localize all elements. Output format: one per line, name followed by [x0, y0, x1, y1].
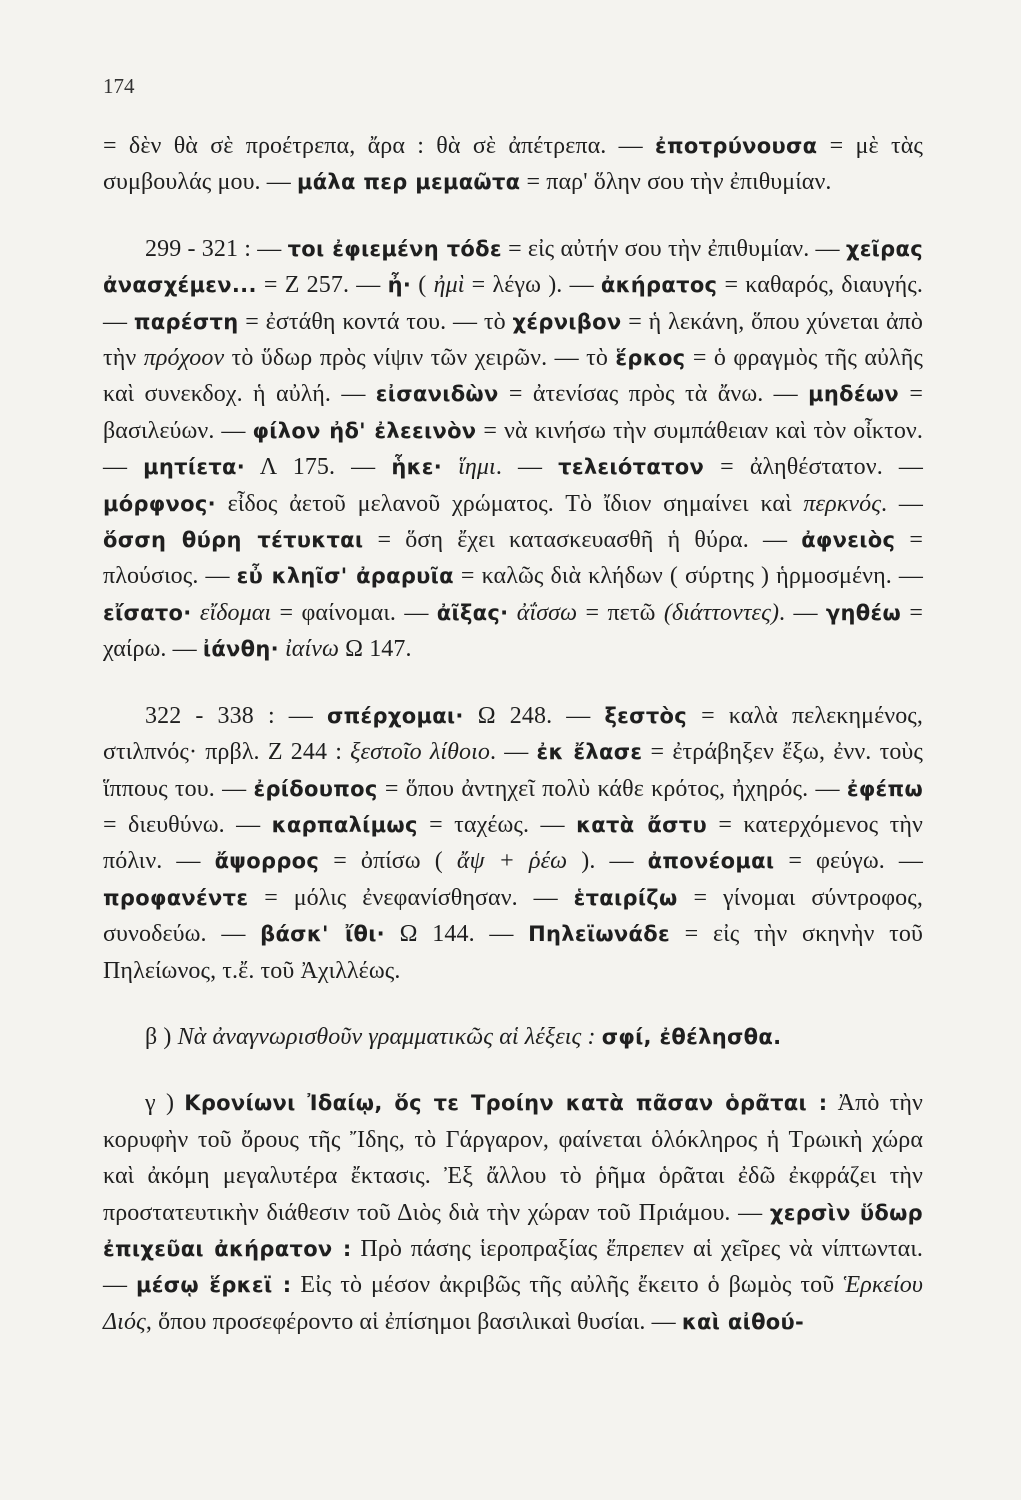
paragraph-continuation: = δὲν θὰ σὲ προέτρεπα, ἄρα : θὰ σὲ ἀπέτρεπα. — ἐποτρύνουσα = μὲ τὰς συμβουλάς μου. — μάλα περ μεμαῶτα = παρ' ὅλην σου τὴν ἐπιθυμίαν. — [103, 133, 923, 196]
paragraph-gamma: γ ) Κρονίωνι Ἰδαίῳ, ὅς τε Τροίην κατὰ πᾶσαν ὁρᾶται : Ἀπὸ τὴν κορυφὴν τοῦ ὄρους τῆς Ἴδης, τὸ Γάργαρον, φαίνεται ὁλόκληρος ἡ Τρωικὴ χώρα καὶ ἀκόμη μεγαλυτέρα ἔκτασις. Ἐξ ἄλλου τὸ ῥῆμα ὁρᾶται ἐδῶ ἐκφράζει τὴν προστατευτικὴν διάθεσιν τοῦ Διὸς διὰ τὴν χώραν τοῦ Πριάμου. — χερσὶν ὕδωρ ἐπιχεῦαι ἀκήρατον : Πρὸ πάσης ἱεροπραξίας ἔπρεπεν αἱ χεῖρες νὰ νίπτωνται. — μέσῳ ἕρκεϊ : Εἰς τὸ μέσον ἀκριβῶς τῆς αὐλῆς ἔκειτο ὁ βωμὸς τοῦ Ἑρκείου Διός, ὅπου προσεφέροντο αἱ ἐπίσημοι βασιλικαὶ θυσίαι. — καὶ αἰθού- — [103, 1090, 924, 1335]
paragraph-verses-299-321: 299 - 321 : — τοι ἐφιεμένη τόδε = εἰς αὐτήν σου τὴν ἐπιθυμίαν. — χεῖρας ἀνασχέμεν... = Ζ 257. — ἦ· ( ἠμὶ = λέγω ). — ἀκήρατος = καθαρός, διαυγής. — παρέστη = ἐστάθη κοντά του. — τὸ χέρνιβον = ἡ λεκάνη, ὅπου χύνεται ἀπὸ τὴν πρόχοον τὸ ὕδωρ πρὸς νίψιν τῶν χειρῶν. — τὸ ἕρκος = ὁ φραγμὸς τῆς αὐλῆς καὶ συνεκδοχ. ἡ αὐλή. — εἰσανιδὼν = ἀτενίσας πρὸς τὰ ἄνω. — μηδέων = βασιλεύων. — φίλον ἠδ' ἐλεεινὸν = νὰ κινήσω τὴν συμπάθειαν καὶ τὸν οἶκτον. — μητίετα· Λ 175. — ἧκε· ἵημι. — τελειότατον = ἀληθέστατον. — μόρφνος· εἶδος ἀετοῦ μελανοῦ χρώματος. Τὸ ἴδιον σημαίνει καὶ περκνός. — ὅσση θύρη τέτυκται = ὅση ἔχει κατασκευασθῆ ἡ θύρα. — ἀφνειὸς = πλούσιος. — εὖ κληῖσ' ἀραρυῖα = καλῶς διὰ κλήδων ( σύρτης ) ἡρμοσμένη. — εἴσατο· εἴδομαι = φαίνομαι. — ἀῖξας· ἀΐσσω = πετῶ (διάττοντες). — γηθέω = χαίρω. — ἰάνθη· ἰαίνω Ω 147. — [103, 235, 923, 663]
page-number: 174 — [103, 74, 135, 98]
body-text — [103, 128, 923, 1340]
paragraph-beta: β ) Νὰ ἀναγνωρισθοῦν γραμματικῶς αἱ λέξεις : σφί, ἐθέλησθα. — [145, 1023, 782, 1050]
paragraph-verses-322-338: 322 - 338 : — σπέρχομαι· Ω 248. — ξεστὸς = καλὰ πελεκημένος, στιλπνός· πρβλ. Ζ 244 : ξεστοῖο λίθοιο. — ἐκ ἔλασε = ἐτράβηξεν ἔξω, ἐνν. τοὺς ἵππους του. — ἐρίδουπος = ὅπου ἀντηχεῖ πολὺ κάθε κρότος, ἠχηρός. — ἐφέπω = διευθύνω. — καρπαλίμως = ταχέως. — κατὰ ἄστυ = κατερχόμενος τὴν πόλιν. — ἄψορρος = ὀπίσω ( ἄψ + ῥέω ). — ἀπονέομαι = φεύγω. — προφανέντε = μόλις ἐνεφανίσθησαν. — ἑταιρίζω = γίνομαι σύντροφος, συνοδεύω. — βάσκ' ἴθι· Ω 144. — Πηλεϊωνάδε = εἰς τὴν σκηνὴν τοῦ Πηλείωνος, τ.ἔ. τοῦ Ἀχιλλέως. — [103, 702, 924, 984]
